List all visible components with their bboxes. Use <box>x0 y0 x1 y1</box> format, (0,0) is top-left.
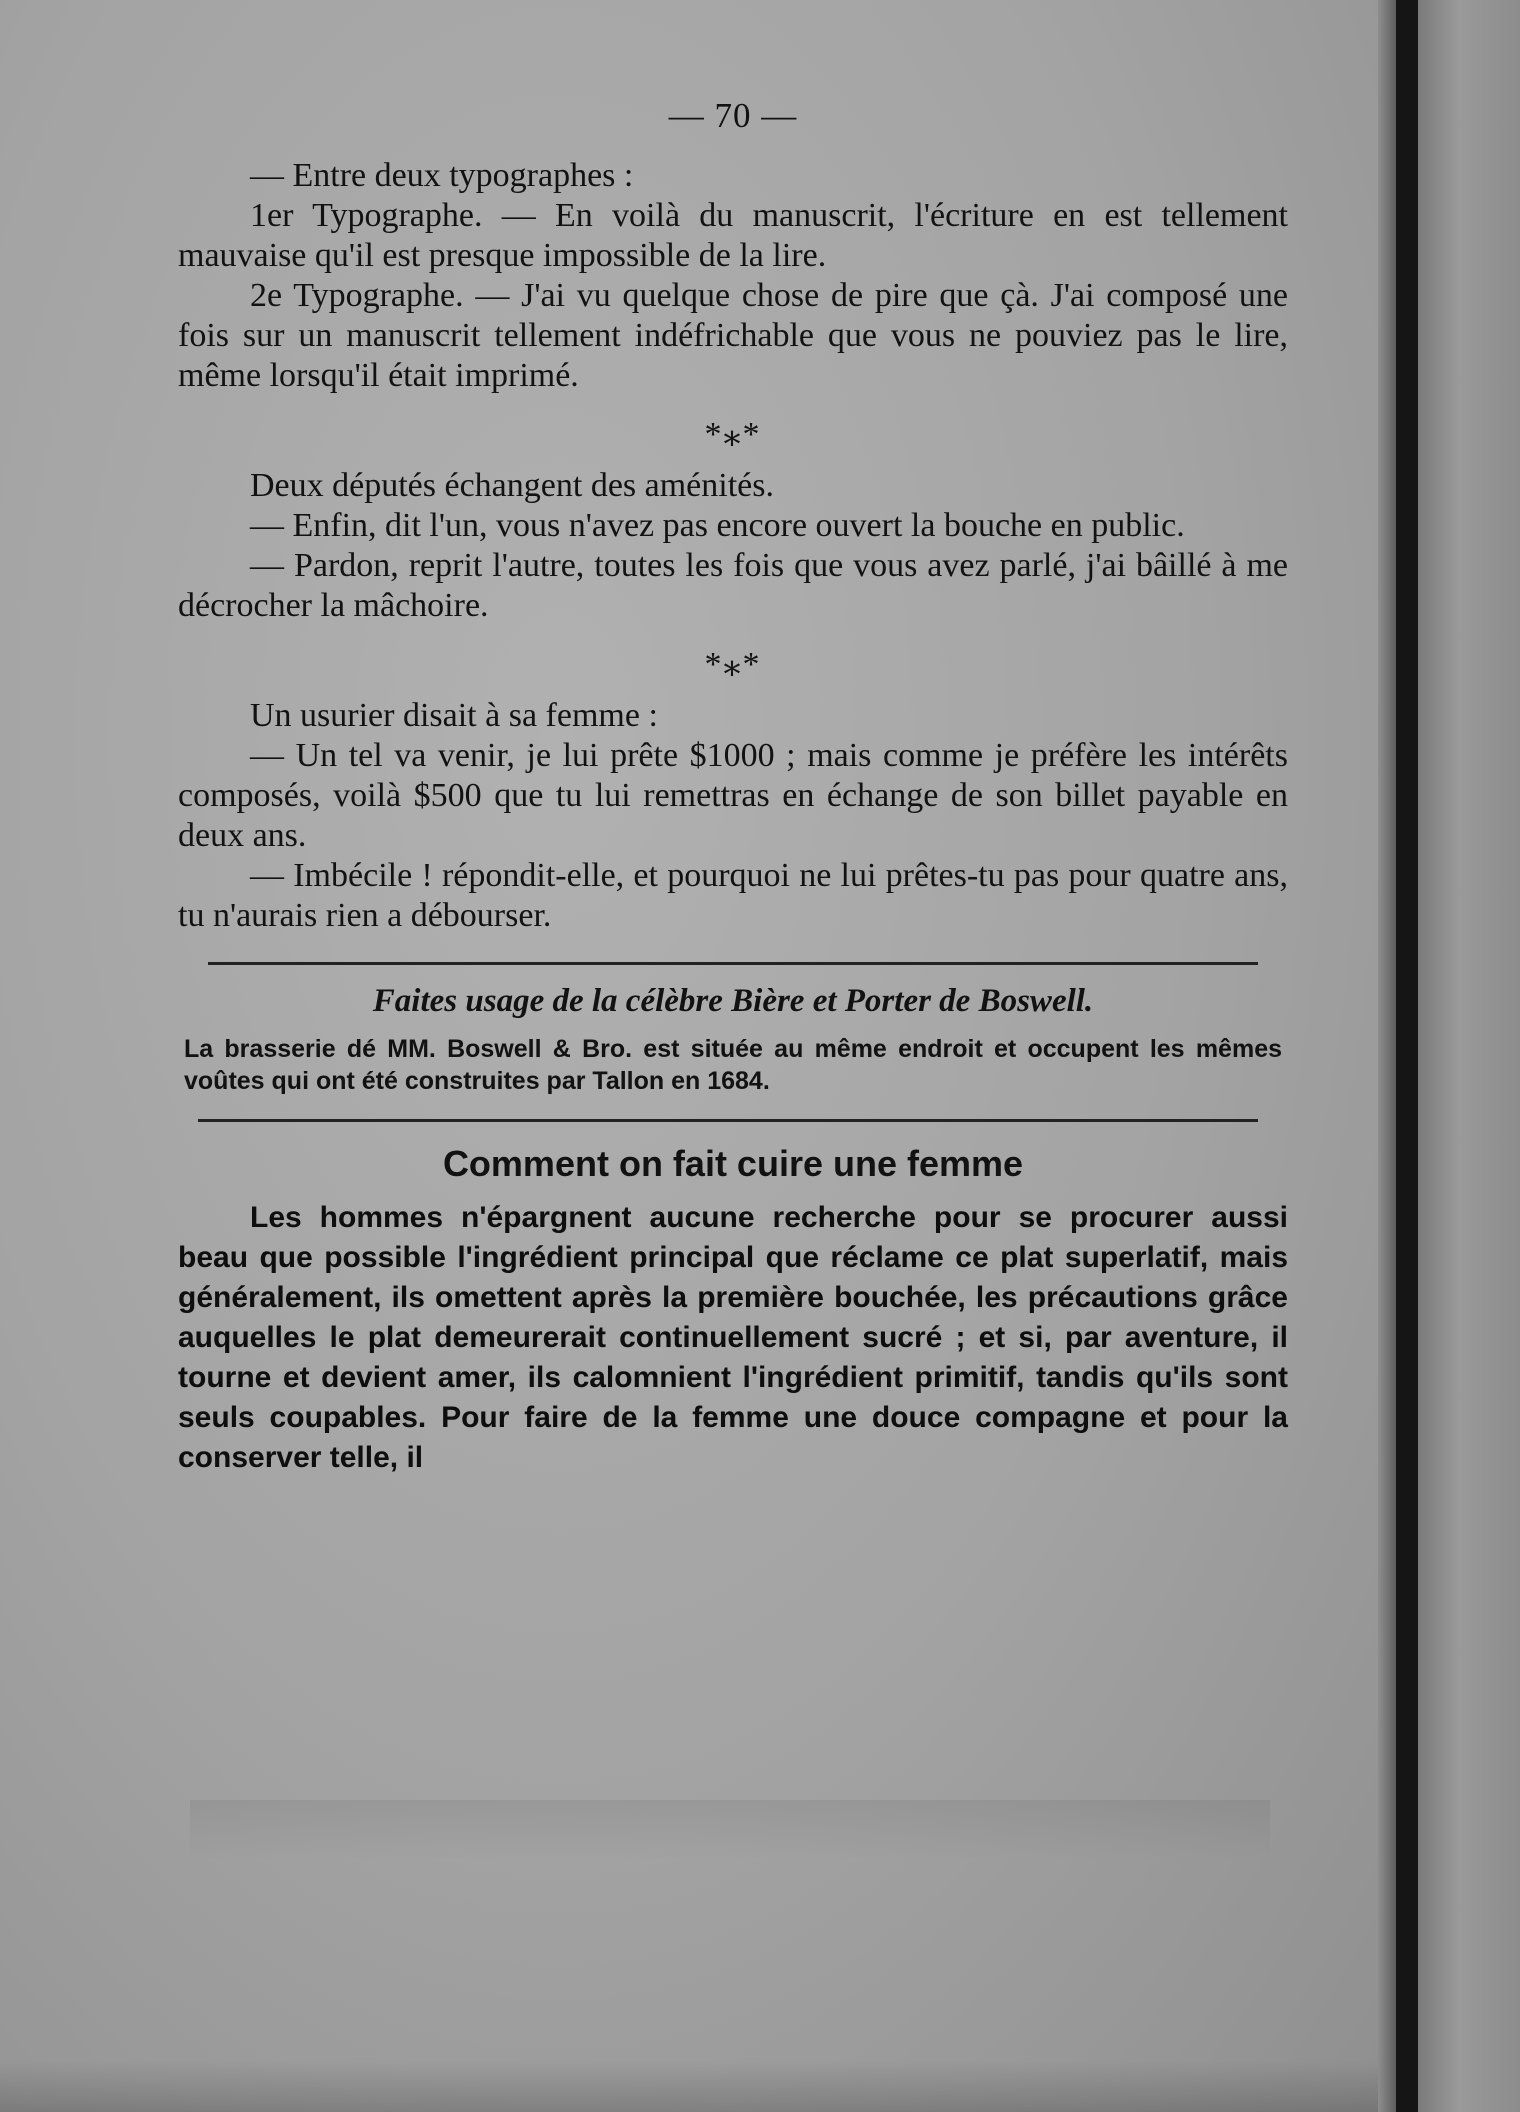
advertisement-body: La brasserie dé MM. Boswell & Bro. est située au même endroit et occupent les mêmes voûtes qui ont été construites par Tallon en 1684. <box>184 1035 1282 1095</box>
joke2-line1: — Enfin, dit l'un, vous n'avez pas encore ouvert la bouche en public. <box>250 507 1185 544</box>
page-text-block <box>178 96 1288 1478</box>
adjacent-page <box>1418 0 1520 2112</box>
ink-bleed-through <box>190 1800 1270 1860</box>
article-body: Les hommes n'épargnent aucune recherche pour se procurer aussi beau que possible l'ingrédient principal que réclame ce plat superlatif, mais généralement, ils omettent après la première bouchée, les précautions grâce auquelles le plat demeurerait continuellement sucré ; et si, par aventure, il tourne et devient amer, ils calomnient l'ingrédient primitif, tandis qu'ils sont seuls coupables. Pour faire de la femme une douce compagne et pour la conserver telle, il <box>178 1201 1288 1474</box>
section-separator: *⁎* <box>704 416 762 453</box>
article-heading: Comment on fait cuire une femme <box>442 1143 1024 1184</box>
joke2-intro: Deux députés échangent des aménités. <box>250 467 774 504</box>
horizontal-rule <box>198 1119 1258 1122</box>
page-edge <box>1378 0 1396 2112</box>
joke1-line2: 2e Typographe. — J'ai vu quelque chose de pire que çà. J'ai composé une fois sur un manuscrit tellement indéfrichable que vous ne pouviez pas le lire, même lorsqu'il était imprimé. <box>178 277 1288 394</box>
joke3-intro: Un usurier disait à sa femme : <box>250 697 658 734</box>
book-binding <box>1396 0 1418 2112</box>
advertisement-headline: Faites usage de la célèbre Bière et Porter de Boswell. <box>372 983 1094 1019</box>
joke2-line2: — Pardon, reprit l'autre, toutes les fois que vous avez parlé, j'ai bâillé à me décrocher la mâchoire. <box>178 547 1288 624</box>
page-number: — 70 — <box>668 96 798 135</box>
joke1-line1: 1er Typographe. — En voilà du manuscrit, l'écriture en est tellement mauvaise qu'il est presque impossible de la lire. <box>178 197 1288 274</box>
joke3-line1: — Un tel va venir, je lui prête $1000 ; mais comme je préfère les intérêts composés, voilà $500 que tu lui remettras en échange de son billet payable en deux ans. <box>178 737 1288 854</box>
horizontal-rule <box>208 962 1258 965</box>
joke1-intro: — Entre deux typographes : <box>250 157 634 194</box>
joke3-line2: — Imbécile ! répondit-elle, et pourquoi ne lui prêtes-tu pas pour quatre ans, tu n'aurais rien a débourser. <box>178 857 1288 934</box>
page-shadow <box>0 2060 1396 2112</box>
section-separator: *⁎* <box>704 646 762 683</box>
